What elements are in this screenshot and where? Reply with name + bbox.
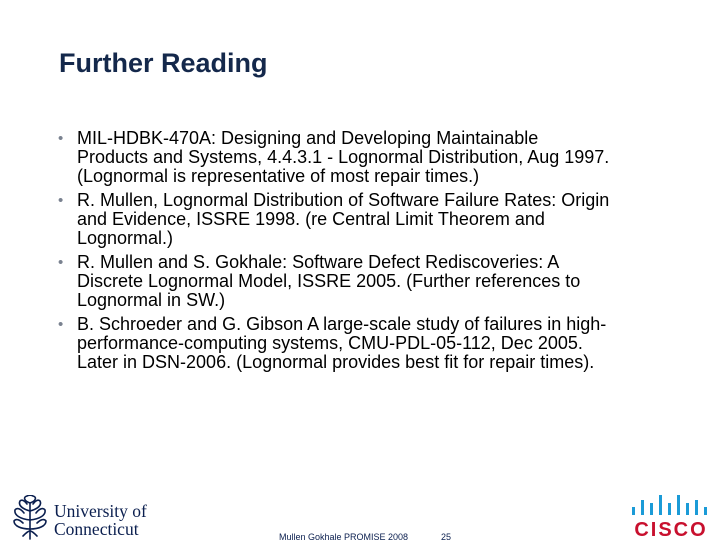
footer-text: Mullen Gokhale PROMISE 2008 — [279, 532, 409, 542]
reference-line: MIL-HDBK-470A: Designing and Developing Maintainable — [77, 128, 539, 148]
reference-line: (Lognormal is representative of most repair times.) — [77, 166, 480, 186]
reference-line: B. Schroeder and G. Gibson A large-scale study of failures in high- — [77, 314, 607, 334]
oak-leaf-icon — [10, 495, 50, 541]
reference-line: R. Mullen and S. Gokhale: Software Defect Rediscoveries: A — [77, 252, 560, 272]
list-item — [58, 315, 688, 372]
reference-line: Products and Systems, 4.4.3.1 - Lognormal Distribution, Aug 1997. — [77, 147, 610, 167]
cisco-wordmark: CISCO — [634, 519, 708, 541]
reference-line: Later in DSN-2006. (Lognormal provides best fit for repair times). — [77, 352, 595, 372]
reference-line: Lognormal.) — [77, 228, 174, 248]
reference-line: Lognormal in SW.) — [77, 290, 226, 310]
bullet-icon: • — [58, 192, 64, 209]
reference-line: Discrete Lognormal Model, ISSRE 2005. (Further references to — [77, 271, 581, 291]
uconn-line-1: University of — [54, 501, 147, 521]
bullet-icon: • — [58, 130, 64, 147]
page-number: 25 — [441, 532, 452, 542]
slide-title: Further Reading — [59, 48, 268, 78]
list-item — [58, 129, 688, 186]
reference-list — [58, 129, 688, 377]
list-item — [58, 191, 688, 248]
cisco-logo — [625, 491, 717, 541]
list-item — [58, 253, 688, 310]
reference-line: R. Mullen, Lognormal Distribution of Software Failure Rates: Origin — [77, 190, 610, 210]
bullet-icon: • — [58, 316, 64, 333]
reference-line: and Evidence, ISSRE 1998. (re Central Limit Theorem and — [77, 209, 545, 229]
bullet-icon: • — [58, 254, 64, 271]
cisco-bridge-icon — [625, 491, 717, 517]
uconn-logo — [10, 495, 170, 541]
uconn-line-2: Connecticut — [54, 519, 139, 539]
reference-line: performance-computing systems, CMU-PDL-05-112, Dec 2005. — [77, 333, 583, 353]
